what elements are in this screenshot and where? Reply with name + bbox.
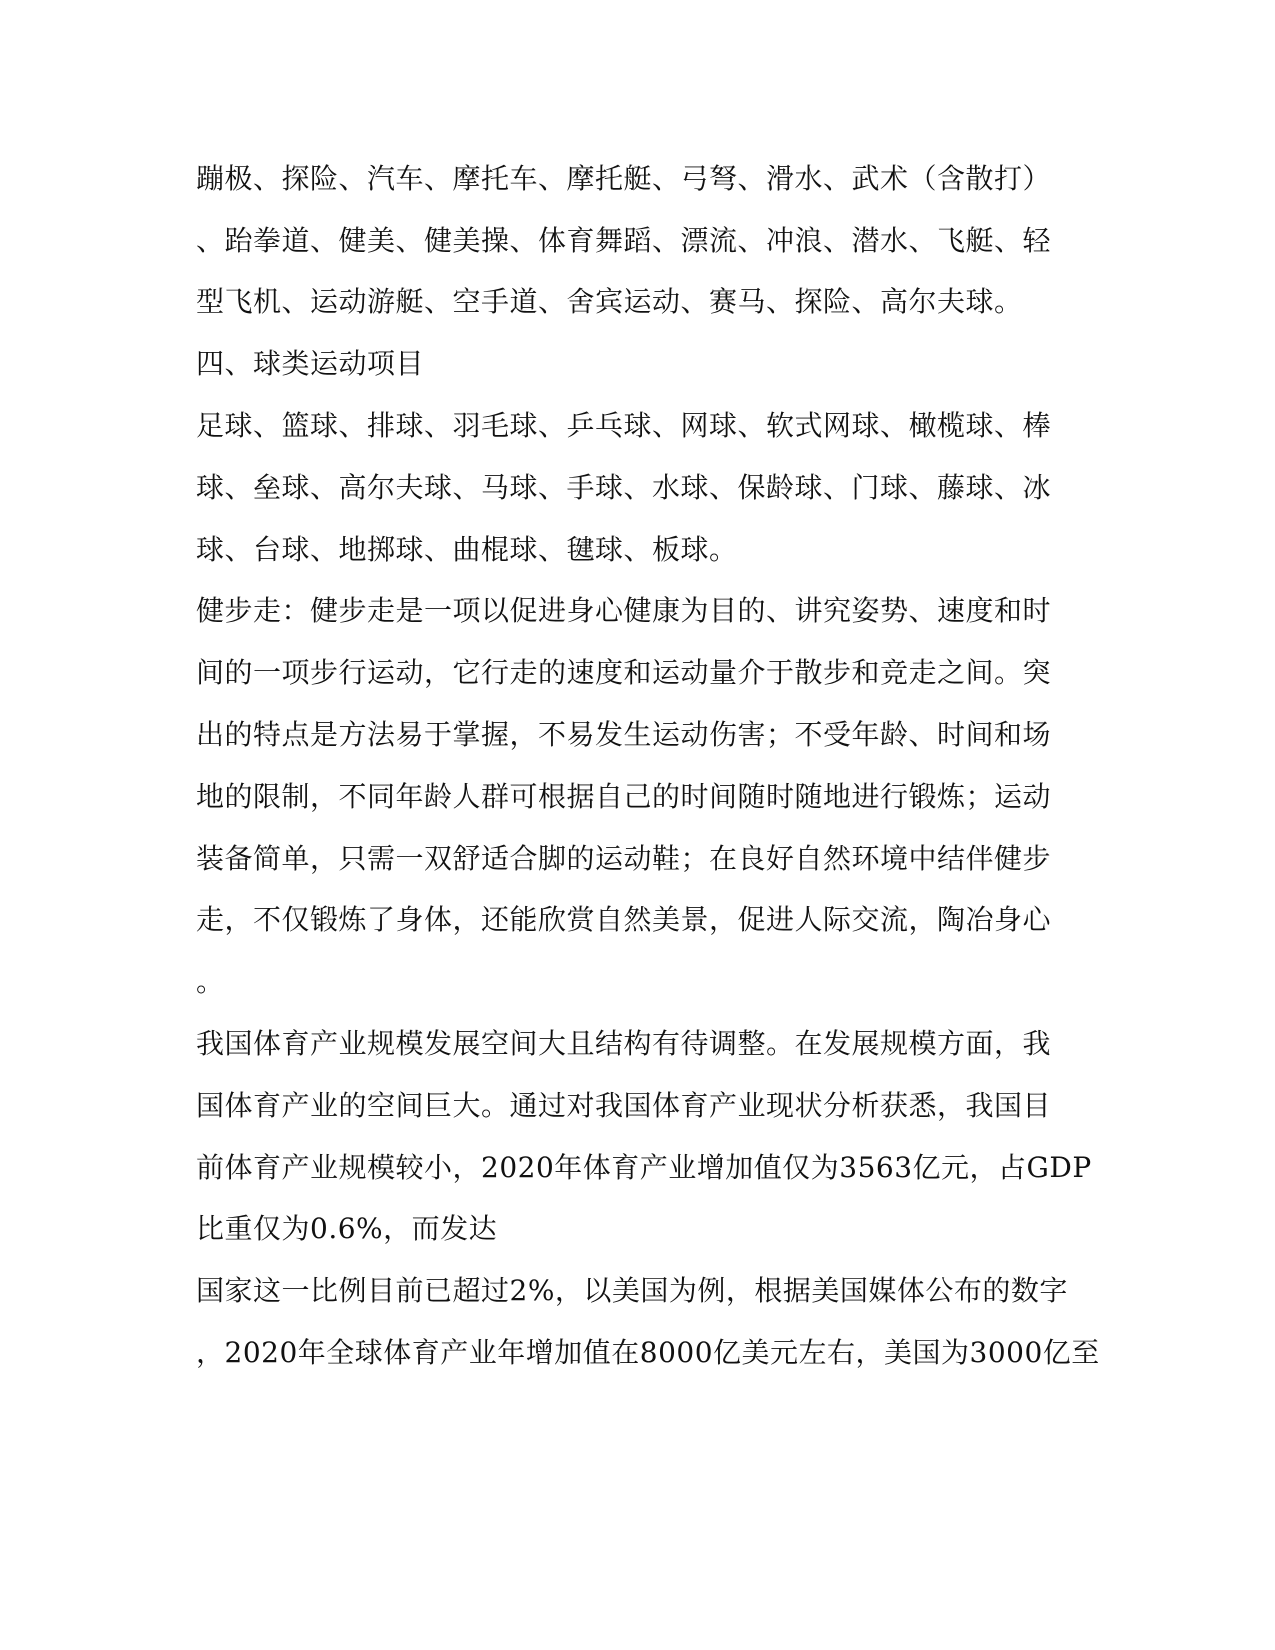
text-line: ，2020年全球体育产业年增加值在8000亿美元左右，美国为3000亿至 <box>196 1336 1100 1369</box>
text-line: 比重仅为0.6%，而发达 <box>196 1212 498 1245</box>
text-line: 健步走：健步走是一项以促进身心健康为目的、讲究姿势、速度和时 <box>196 594 1052 627</box>
text-line: 球、台球、地掷球、曲棍球、毽球、板球。 <box>196 533 738 566</box>
text-line: 出的特点是方法易于掌握，不易发生运动伤害；不受年龄、时间和场 <box>196 718 1052 751</box>
text-line: 蹦极、探险、汽车、摩托车、摩托艇、弓弩、滑水、武术（含散打） <box>196 162 1052 195</box>
text-line: 前体育产业规模较小，2020年体育产业增加值仅为3563亿元，占GDP <box>196 1151 1092 1184</box>
text-line: 。 <box>196 965 225 998</box>
text-line: 我国体育产业规模发展空间大且结构有待调整。在发展规模方面，我 <box>196 1027 1052 1060</box>
text-line: 地的限制，不同年龄人群可根据自己的时间随时随地进行锻炼；运动 <box>196 780 1052 813</box>
text-line: 球、垒球、高尔夫球、马球、手球、水球、保龄球、门球、藤球、冰 <box>196 471 1052 504</box>
text-line: 国家这一比例目前已超过2%，以美国为例，根据美国媒体公布的数字 <box>196 1274 1068 1307</box>
text-line: 型飞机、运动游艇、空手道、舍宾运动、赛马、探险、高尔夫球。 <box>196 285 1023 318</box>
text-line: 国体育产业的空间巨大。通过对我国体育产业现状分析获悉，我国目 <box>196 1089 1052 1122</box>
section-heading: 四、球类运动项目 <box>196 347 425 380</box>
text-line: 间的一项步行运动，它行走的速度和运动量介于散步和竞走之间。突 <box>196 656 1052 689</box>
text-line: 走，不仅锻炼了身体，还能欣赏自然美景，促进人际交流，陶冶身心 <box>196 903 1052 936</box>
text-line: 、跆拳道、健美、健美操、体育舞蹈、漂流、冲浪、潜水、飞艇、轻 <box>196 224 1052 257</box>
text-line: 足球、篮球、排球、羽毛球、乒乓球、网球、软式网球、橄榄球、棒 <box>196 409 1052 442</box>
text-line: 装备简单，只需一双舒适合脚的运动鞋；在良好自然环境中结伴健步 <box>196 842 1052 875</box>
